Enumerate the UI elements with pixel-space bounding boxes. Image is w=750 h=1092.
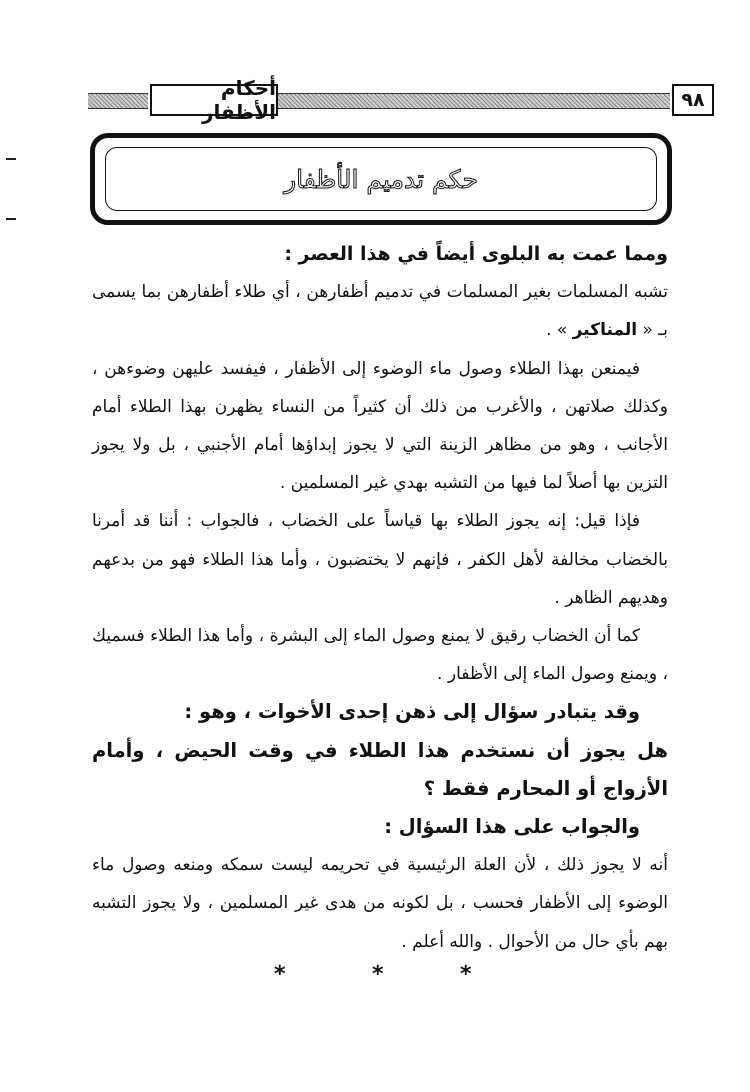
question-intro: وقد يتبادر سؤال إلى ذهن إحدى الأخوات ، وهو : <box>184 700 640 724</box>
scan-margin-mark <box>6 218 16 220</box>
scan-margin-mark <box>6 158 16 160</box>
question: هل يجوز أن نستخدم هذا الطلاء في وقت الحيض ، وأمام الأزواج أو المحارم فقط ؟ <box>92 738 668 800</box>
body-text <box>92 235 668 961</box>
page-number: ٩٨ <box>672 84 714 116</box>
section-separator <box>0 962 750 992</box>
paragraph-definition <box>92 273 668 349</box>
paragraph-intro: ومما عمت به البلوى أيضاً في هذا العصر : <box>284 243 668 265</box>
paragraph-definition-end: » . <box>546 320 573 341</box>
paragraph-definition-text: تشبه المسلمات بغير المسلمات في تدميم أظفارهن ، أي طلاء أظفارهن بما يسمى بـ « <box>92 282 668 341</box>
running-header <box>88 76 705 124</box>
term-manakir: المناكير <box>572 320 638 341</box>
header-ornament-left <box>88 93 148 109</box>
chapter-title: حكم تدميم الأظفار <box>284 164 478 194</box>
paragraph-comparison: كما أن الخضاب رقيق لا يمنع وصول الماء إلى البشرة ، وأما هذا الطلاء فسميك ، ويمنع وصول الماء إلى الأظفار . <box>92 626 668 685</box>
paragraph-objection: فإذا قيل: إنه يجوز الطلاء بها قياساً على الخضاب ، فالجواب : أننا قد أمرنا بالخضاب مخالفة لأهل الكفر ، فإنهم لا يختضبون ، وأما هذا الطلاء فهو من بدعهم وهديهم الظاهر . <box>92 511 668 608</box>
chapter-title-inner-frame <box>105 147 657 211</box>
book-title: أحكام الأظفار <box>150 84 278 116</box>
separator-star: * <box>372 962 384 987</box>
answer-heading: والجواب على هذا السؤال : <box>384 815 640 839</box>
chapter-title-frame <box>90 133 672 225</box>
separator-star: * <box>460 962 472 987</box>
answer-text: أنه لا يجوز ذلك ، لأن العلة الرئيسية في تحريمه ليست سمكه ومنعه وصول ماء الوضوء إلى الأظفار فحسب ، بل لكونه من هدى غير المسلمين ، ولا يجوز التشبه بهم بأي حال من الأحوال . والله أعلم . <box>92 855 668 952</box>
header-ornament-middle <box>278 93 670 109</box>
paragraph-effects: فيمنعن بهذا الطلاء وصول ماء الوضوء إلى الأظفار ، فيفسد عليهن وضوءهن ، وكذلك صلاتهن ، والأغرب من ذلك أن كثيراً من النساء يظهرن بهذا الطلاء أمام الأجانب ، وهو من مظاهر الزينة التي لا يجوز إبداؤها أمام الأجنبي ، بل ولا يجوز التزين بها أصلاً لما فيها من التشبه بهدي غير المسلمين . <box>92 358 668 494</box>
separator-star: * <box>274 962 286 987</box>
